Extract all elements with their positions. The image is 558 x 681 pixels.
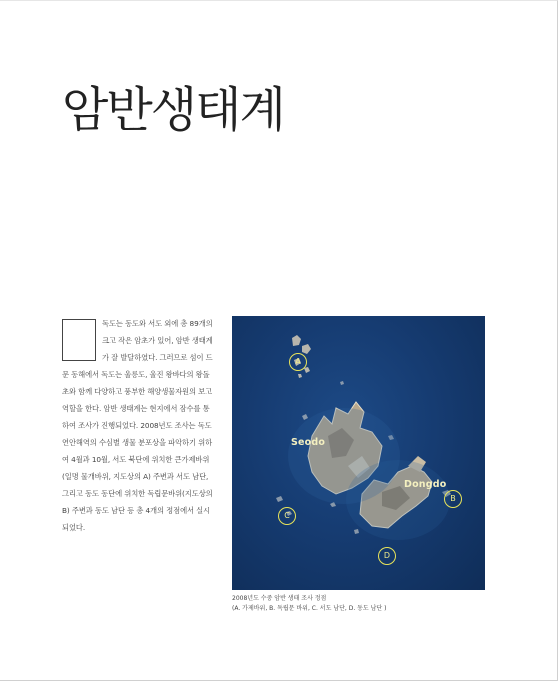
site-marker-a: A (289, 353, 307, 371)
map-caption (232, 594, 492, 614)
body-paragraph: 독도는 동도와 서도 외에 총 89개의 크고 작은 암초가 있어, 암반 생태계가 잘 발달하였다. 그러므로 섬이 드문 동해에서 독도는 울릉도, 울진 왕바다의 왕돌초와 함께 다양하고 풍부한 해양생물자원의 보고 역할을 한다. 암반 생태계는 현지에서 잠수를 통하여 조사가 진행되었다. 2008년도 조사는 독도 연안해역의 수심별 생물 분포상을 파악하기 위하여 4월과 10월, 서도 북단에 위치한 큰가제바위(일명 물개바위, 지도상의 A) 주변과 서도 남단, 그리고 동도 동단에 위치한 독립문바위(지도상의 B) 주변과 동도 남단 등 총 4개의 정점에서 실시되었다. (62, 319, 213, 532)
caption-line-1: 2008년도 수중 암반 생태 조사 정점 (232, 595, 327, 602)
dongdo-label: Dongdo (404, 479, 447, 490)
caption-line-2: (A. 가제바위, B. 독립문 바위, C. 서도 남단, D. 동도 남단 ) (232, 605, 387, 612)
page-title: 암반생태계 (62, 82, 284, 139)
site-marker-b: B (444, 490, 462, 508)
satellite-map (232, 316, 485, 590)
map-terrain (232, 316, 485, 590)
site-marker-c: C (278, 507, 296, 525)
site-marker-d: D (378, 547, 396, 565)
seodo-label: Seodo (291, 437, 326, 448)
